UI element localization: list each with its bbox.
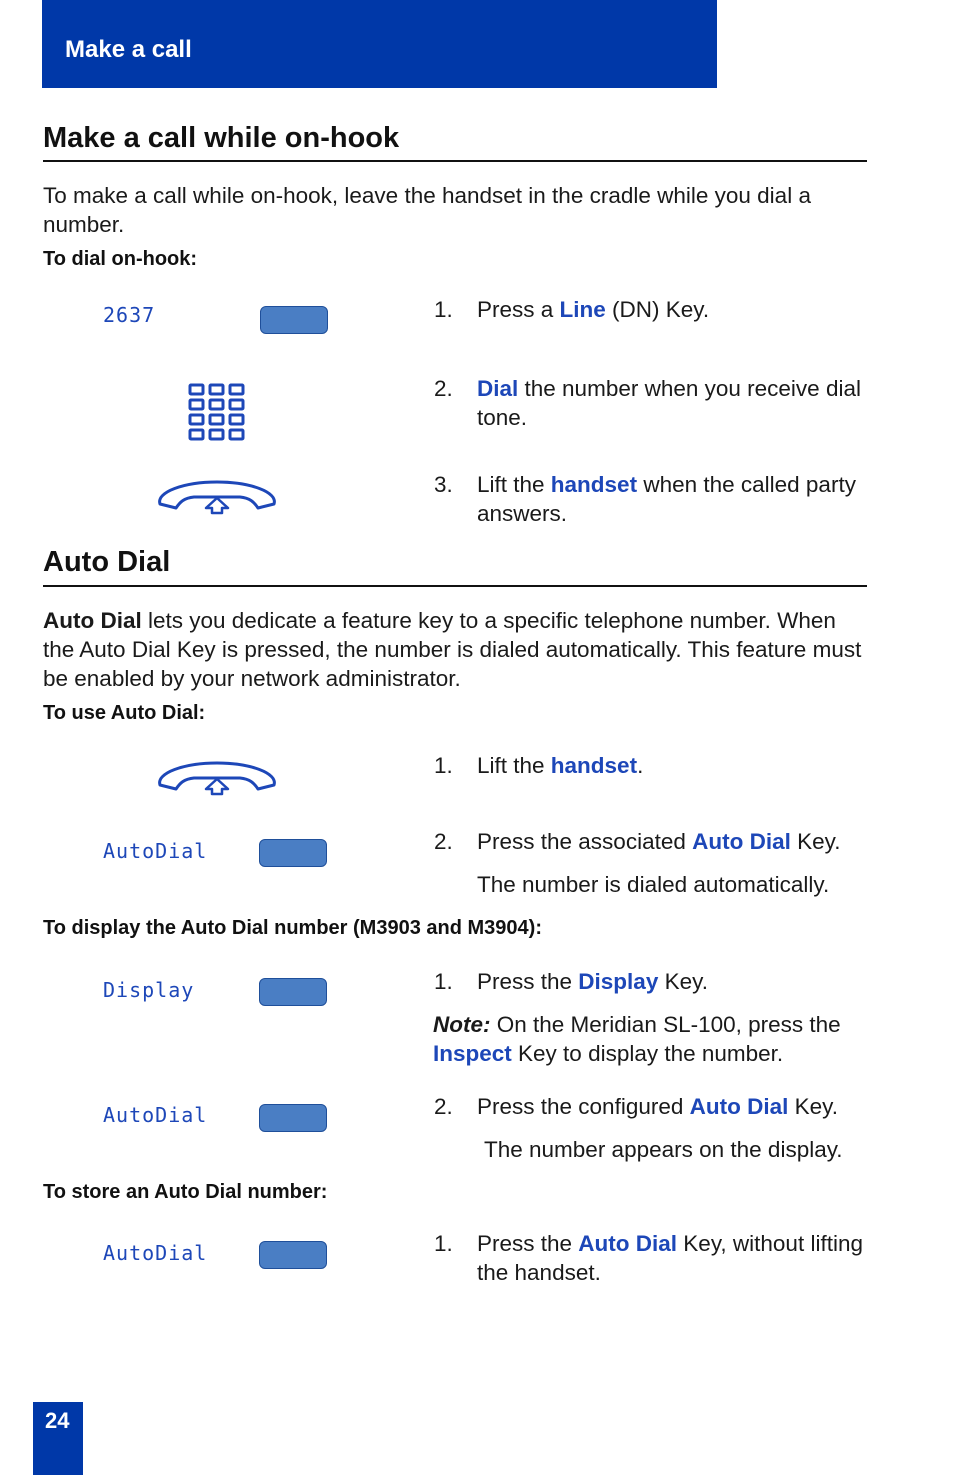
step-keyword: Auto Dial — [692, 829, 791, 854]
dialpad-icon — [187, 382, 247, 442]
step-text: Press the associated — [477, 829, 693, 854]
display-label: 2637 — [103, 303, 156, 327]
step-number: 1. — [434, 969, 453, 994]
procedure-title: To dial on-hook: — [43, 248, 198, 270]
step-number: 2. — [434, 1094, 453, 1119]
step-keyword: Dial — [477, 376, 519, 401]
step-item — [434, 827, 874, 857]
step-text: Key, without lifting the handset. — [477, 1231, 863, 1285]
section-divider — [43, 160, 867, 162]
section-intro — [43, 606, 873, 693]
step-text: Key. — [788, 1094, 838, 1119]
handset-icon — [154, 478, 280, 516]
step-text: the number when you receive dial tone. — [477, 376, 861, 430]
step-text: . — [637, 753, 644, 778]
note — [433, 1010, 873, 1068]
display-label: AutoDial — [103, 839, 208, 863]
step-text: Press the — [477, 969, 579, 994]
step-item — [434, 1229, 874, 1289]
step-item — [434, 470, 874, 530]
section-divider — [43, 585, 867, 587]
intro-keyword: Auto Dial — [43, 608, 142, 633]
step-item — [434, 967, 874, 997]
note-label: Note: — [433, 1012, 491, 1037]
display-key[interactable] — [259, 978, 327, 1006]
section-title-on-hook: Make a call while on-hook — [43, 122, 400, 154]
step-text: (DN) Key. — [605, 297, 710, 322]
step-keyword: Auto Dial — [689, 1094, 789, 1119]
procedure-title: To use Auto Dial: — [43, 702, 206, 724]
auto-dial-key[interactable] — [259, 839, 327, 867]
step-text: Press the configured — [477, 1094, 690, 1119]
step-keyword: handset — [550, 753, 638, 778]
page-number: 24 — [45, 1408, 70, 1433]
note-text: On the Meridian SL-100, press the — [490, 1012, 841, 1037]
header-title: Make a call — [65, 36, 192, 63]
section-title-auto-dial: Auto Dial — [43, 546, 171, 578]
step-text: Lift the — [477, 472, 551, 497]
auto-dial-key[interactable] — [259, 1104, 327, 1132]
step-keyword: Line — [559, 297, 606, 322]
step-note: The number is dialed automatically. — [477, 872, 830, 897]
header-bar — [42, 0, 717, 88]
line-key[interactable] — [260, 306, 328, 334]
step-number: 2. — [434, 376, 453, 401]
step-keyword: Auto Dial — [578, 1231, 678, 1256]
step-item — [434, 1092, 874, 1122]
page-number-tab — [33, 1402, 83, 1475]
step-text: Press the — [477, 1231, 579, 1256]
step-keyword: Display — [578, 969, 659, 994]
step-text: Key. — [790, 829, 841, 854]
display-label: Display — [103, 978, 195, 1002]
step-item — [434, 295, 874, 325]
procedure-title: To store an Auto Dial number: — [43, 1181, 328, 1203]
handset-icon — [154, 759, 280, 797]
step-note: The number appears on the display. — [484, 1137, 843, 1162]
step-number: 3. — [434, 472, 453, 497]
step-text: Lift the — [477, 753, 551, 778]
display-label: AutoDial — [103, 1103, 208, 1127]
section-intro: To make a call while on-hook, leave the handset in the cradle while you dial a number. — [43, 183, 811, 237]
step-text: Press a — [477, 297, 560, 322]
step-text: Key. — [658, 969, 708, 994]
display-label: AutoDial — [103, 1241, 208, 1265]
step-item — [434, 374, 874, 434]
step-number: 2. — [434, 829, 453, 854]
step-item — [434, 751, 874, 781]
note-text: Key to display the number. — [511, 1041, 784, 1066]
step-number: 1. — [434, 297, 453, 322]
intro-text: lets you dedicate a feature key to a specific telephone number. When the Auto Dial Key is pressed, the number is dialed automatically. This feature must be enabled by your network administrator. — [43, 608, 862, 691]
procedure-title: To display the Auto Dial number (M3903 and M3904): — [43, 917, 542, 939]
auto-dial-key[interactable] — [259, 1241, 327, 1269]
step-text: when the called party answers. — [477, 472, 856, 526]
step-number: 1. — [434, 753, 453, 778]
step-number: 1. — [434, 1231, 453, 1256]
note-keyword: Inspect — [433, 1041, 512, 1066]
step-keyword: handset — [550, 472, 638, 497]
